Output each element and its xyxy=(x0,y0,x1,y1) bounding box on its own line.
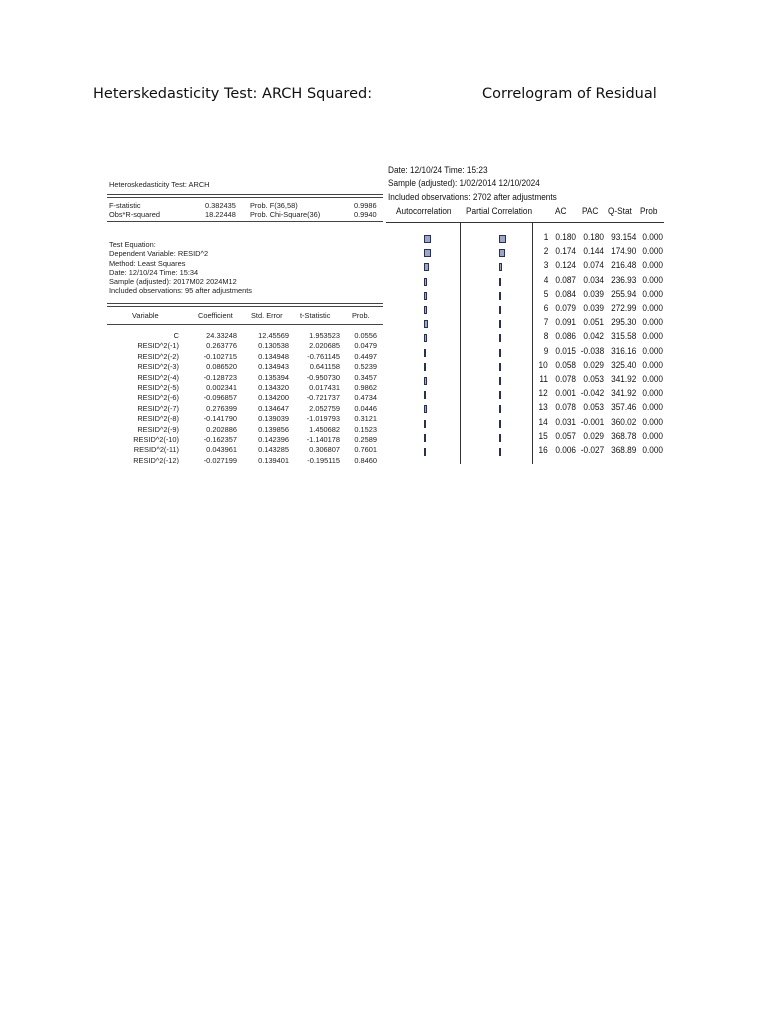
cell-t-statistic: 2.052759 xyxy=(309,403,340,413)
pac-value: 0.180 xyxy=(583,232,604,243)
ac-bar xyxy=(424,278,427,286)
pac-value: 0.074 xyxy=(583,260,604,272)
prob-value: 0.000 xyxy=(642,416,663,428)
pac-value: 0.039 xyxy=(583,303,604,314)
q-stat-value: 368.78 xyxy=(610,430,636,442)
stat-test: Prob. F(36,58) xyxy=(250,201,298,210)
prob-value: 0.000 xyxy=(642,317,663,329)
cell-prob: 0.2589 xyxy=(354,434,377,444)
cell-prob: 0.5239 xyxy=(354,362,377,372)
ac-value: 0.078 xyxy=(555,374,576,385)
ac-value: 0.015 xyxy=(555,345,576,357)
cell-variable: RESID^2(-3) xyxy=(137,362,179,372)
lag-label: 16 xyxy=(538,445,548,456)
equation-line: Sample (adjusted): 2017M02 2024M12 xyxy=(109,277,237,287)
cell-t-statistic: 0.306807 xyxy=(309,445,340,455)
cell-coefficient: 0.263776 xyxy=(206,341,237,351)
table-row xyxy=(107,373,383,383)
q-stat-value: 325.40 xyxy=(610,359,636,371)
ac-value: 0.001 xyxy=(555,388,576,400)
lag-label: 4 xyxy=(543,274,548,286)
table-row xyxy=(107,414,383,424)
col-q-stat: Q-Stat xyxy=(608,206,632,217)
ac-value: 0.006 xyxy=(555,445,576,456)
cell-variable: RESID^2(-12) xyxy=(133,455,179,464)
prob-value: 0.000 xyxy=(642,445,663,456)
pac-bar xyxy=(499,391,501,399)
ac-bar xyxy=(424,320,428,328)
lag-label: 8 xyxy=(543,331,548,343)
ac-bar xyxy=(424,363,426,371)
ac-bar xyxy=(424,263,429,271)
q-stat-value: 272.99 xyxy=(610,303,636,314)
ac-value: 0.086 xyxy=(555,331,576,343)
pac-bar xyxy=(499,434,501,442)
stat-prob: 0.9940 xyxy=(354,210,377,219)
cell-variable: RESID^2(-6) xyxy=(137,393,179,403)
pac-value: 0.053 xyxy=(583,374,604,385)
prob-value: 0.000 xyxy=(642,246,663,258)
lag-label: 5 xyxy=(543,288,548,300)
cell-t-statistic: 2.020685 xyxy=(309,341,340,351)
cell-coefficient: 0.002341 xyxy=(206,382,237,392)
cell-t-statistic: 1.450682 xyxy=(309,424,340,434)
table-row xyxy=(107,352,383,362)
q-stat-value: 357.46 xyxy=(610,402,636,414)
correlogram-row xyxy=(386,331,664,345)
cell-coefficient: -0.102715 xyxy=(203,351,237,361)
ac-bar xyxy=(424,334,427,342)
cell-prob: 0.7601 xyxy=(354,445,377,455)
ac-bar xyxy=(424,377,427,385)
correlogram-row xyxy=(386,431,664,445)
test-equation-info xyxy=(109,240,252,296)
q-stat-value: 216.48 xyxy=(610,260,636,272)
cell-coefficient: 0.202886 xyxy=(206,424,237,434)
prob-value: 0.000 xyxy=(642,303,663,314)
prob-value: 0.000 xyxy=(642,232,663,243)
cell-std-error: 0.139856 xyxy=(258,424,289,434)
cell-coefficient: -0.027199 xyxy=(203,455,237,464)
lag-label: 7 xyxy=(543,317,548,329)
ac-value: 0.091 xyxy=(555,317,576,329)
cell-std-error: 0.134948 xyxy=(258,351,289,361)
col-prob: Prob. xyxy=(352,311,370,320)
cell-prob: 0.0446 xyxy=(354,403,377,413)
table-row xyxy=(107,341,383,351)
correlogram-row xyxy=(386,232,664,246)
ac-value: 0.031 xyxy=(555,416,576,428)
pac-value: 0.051 xyxy=(583,317,604,329)
table-row xyxy=(107,383,383,393)
cell-coefficient: 0.043961 xyxy=(206,445,237,455)
ac-value: 0.124 xyxy=(555,260,576,272)
col-coefficient: Coefficient xyxy=(198,311,233,320)
stat-row-f xyxy=(109,201,381,210)
pac-bar xyxy=(499,235,506,243)
coefficient-header xyxy=(107,311,383,323)
ac-value: 0.180 xyxy=(555,232,576,243)
stat-prob: 0.9986 xyxy=(354,201,377,210)
cell-variable: RESID^2(-7) xyxy=(137,403,179,413)
q-stat-value: 315.58 xyxy=(610,331,636,343)
cell-t-statistic: 1.953523 xyxy=(309,331,340,340)
table-row xyxy=(107,404,383,414)
lag-label: 12 xyxy=(538,388,548,400)
cell-variable: RESID^2(-5) xyxy=(137,382,179,392)
pac-value: -0.027 xyxy=(580,445,604,456)
cell-std-error: 0.142396 xyxy=(258,434,289,444)
pac-bar xyxy=(499,334,501,342)
stat-row-obs xyxy=(109,210,381,219)
cell-t-statistic: 0.017431 xyxy=(309,382,340,392)
cell-prob: 0.9862 xyxy=(354,382,377,392)
stat-value: 0.382435 xyxy=(205,201,236,210)
correlogram-row xyxy=(386,388,664,402)
ac-value: 0.084 xyxy=(555,288,576,300)
pac-value: 0.053 xyxy=(583,402,604,414)
correlogram-heading: Correlogram of Residual xyxy=(482,86,657,102)
q-stat-value: 255.94 xyxy=(610,288,636,300)
lag-label: 9 xyxy=(543,345,548,357)
col-std-error: Std. Error xyxy=(251,311,283,320)
lag-label: 6 xyxy=(543,303,548,314)
divider xyxy=(107,194,383,198)
q-stat-value: 341.92 xyxy=(610,374,636,385)
cell-std-error: 0.139039 xyxy=(258,414,289,424)
cell-std-error: 0.143285 xyxy=(258,445,289,455)
cell-variable: RESID^2(-2) xyxy=(137,351,179,361)
ac-bar xyxy=(424,349,426,357)
col-autocorrelation: Autocorrelation xyxy=(396,206,452,217)
cell-std-error: 0.135394 xyxy=(258,372,289,382)
equation-line: Test Equation: xyxy=(109,240,156,249)
correlogram-row xyxy=(386,360,664,374)
pac-bar xyxy=(499,377,501,385)
pac-value: -0.001 xyxy=(580,416,604,428)
cell-std-error: 12.45569 xyxy=(258,331,289,340)
arch-table-title: Heteroskedasticity Test: ARCH xyxy=(109,180,210,189)
pac-bar xyxy=(499,306,501,314)
divider xyxy=(107,303,383,307)
cell-prob: 0.3121 xyxy=(354,414,377,424)
cell-t-statistic: -0.761145 xyxy=(307,351,340,361)
correlogram-row xyxy=(386,260,664,274)
q-stat-value: 341.92 xyxy=(610,388,636,400)
table-row xyxy=(107,456,383,464)
correlogram-row xyxy=(386,317,664,331)
equation-line: Dependent Variable: RESID^2 xyxy=(109,249,209,259)
cell-prob: 0.1523 xyxy=(354,424,377,434)
cell-t-statistic: -0.950730 xyxy=(306,372,340,382)
prob-value: 0.000 xyxy=(642,388,663,400)
prob-value: 0.000 xyxy=(642,402,663,414)
ac-bar xyxy=(424,448,426,456)
col-ac: AC xyxy=(555,206,567,217)
q-stat-value: 236.93 xyxy=(610,274,636,286)
meta-line: Date: 12/10/24 Time: 15:23 xyxy=(388,165,488,176)
ac-bar xyxy=(424,306,427,314)
pac-value: 0.029 xyxy=(583,359,604,371)
ac-value: 0.079 xyxy=(555,303,576,314)
cell-variable: RESID^2(-4) xyxy=(137,372,179,382)
table-row xyxy=(107,425,383,435)
pac-bar xyxy=(499,363,501,371)
cell-coefficient: -0.096857 xyxy=(203,393,237,403)
cell-variable: RESID^2(-9) xyxy=(137,424,179,434)
arch-test-table xyxy=(107,168,383,464)
q-stat-value: 295.30 xyxy=(610,317,636,329)
cell-variable: RESID^2(-8) xyxy=(137,414,179,424)
coefficient-rows xyxy=(107,331,383,464)
cell-coefficient: 0.276399 xyxy=(206,403,237,413)
ac-value: 0.078 xyxy=(555,402,576,414)
equation-line: Method: Least Squares xyxy=(109,258,186,268)
table-row xyxy=(107,362,383,372)
cell-variable: RESID^2(-11) xyxy=(133,445,179,455)
prob-value: 0.000 xyxy=(642,331,663,343)
ac-bar xyxy=(424,391,426,399)
col-variable: Variable xyxy=(132,311,159,320)
prob-value: 0.000 xyxy=(642,345,663,357)
ac-bar xyxy=(424,420,426,428)
cell-coefficient: -0.141790 xyxy=(203,414,237,424)
stat-test: Prob. Chi-Square(36) xyxy=(250,210,321,219)
cell-std-error: 0.134320 xyxy=(258,382,289,392)
pac-bar xyxy=(499,263,502,271)
lag-label: 14 xyxy=(538,416,548,428)
divider xyxy=(107,324,383,325)
divider xyxy=(386,222,664,223)
col-pac: PAC xyxy=(582,206,599,217)
q-stat-value: 316.16 xyxy=(610,345,636,357)
col-t-statistic: t-Statistic xyxy=(300,311,331,320)
correlogram-table xyxy=(386,162,664,464)
ac-value: 0.174 xyxy=(555,246,576,258)
col-prob: Prob xyxy=(640,206,658,217)
correlogram-meta xyxy=(388,164,557,204)
q-stat-value: 174.90 xyxy=(610,246,636,258)
pac-bar xyxy=(499,292,501,300)
pac-value: 0.029 xyxy=(583,430,604,442)
cell-variable: C xyxy=(173,331,179,340)
pac-bar xyxy=(499,349,501,357)
cell-prob: 0.0556 xyxy=(354,331,377,340)
cell-std-error: 0.134943 xyxy=(258,362,289,372)
equation-line: Included observations: 95 after adjustments xyxy=(109,286,252,296)
cell-coefficient: 0.086520 xyxy=(206,362,237,372)
lag-label: 10 xyxy=(538,359,548,371)
lag-label: 13 xyxy=(538,402,548,414)
pac-bar xyxy=(499,278,501,286)
cell-t-statistic: -1.140178 xyxy=(306,434,340,444)
cell-t-statistic: -0.195115 xyxy=(307,455,340,464)
pac-bar xyxy=(499,320,501,328)
pac-value: 0.039 xyxy=(583,288,604,300)
cell-std-error: 0.139401 xyxy=(258,455,289,464)
correlogram-row xyxy=(386,402,664,416)
cell-coefficient: -0.162357 xyxy=(203,434,237,444)
lag-label: 3 xyxy=(543,260,548,272)
q-stat-value: 360.02 xyxy=(610,416,636,428)
ac-bar xyxy=(424,249,431,257)
q-stat-value: 368.89 xyxy=(610,445,636,456)
meta-line: Sample (adjusted): 1/02/2014 12/10/2024 xyxy=(388,178,540,190)
cell-t-statistic: -1.019793 xyxy=(306,414,340,424)
meta-line: Included observations: 2702 after adjustments xyxy=(388,191,557,203)
prob-value: 0.000 xyxy=(642,359,663,371)
cell-prob: 0.3457 xyxy=(354,372,377,382)
cell-prob: 0.8460 xyxy=(354,455,377,464)
stat-value: 18.22448 xyxy=(205,210,236,219)
q-stat-value: 93.154 xyxy=(610,232,636,243)
cell-std-error: 0.134200 xyxy=(258,393,289,403)
prob-value: 0.000 xyxy=(642,260,663,272)
lag-label: 1 xyxy=(543,232,548,243)
ac-value: 0.087 xyxy=(555,274,576,286)
table-row xyxy=(107,331,383,341)
ac-value: 0.057 xyxy=(555,430,576,442)
lag-label: 15 xyxy=(538,430,548,442)
divider xyxy=(107,221,383,222)
table-row xyxy=(107,393,383,403)
table-row xyxy=(107,435,383,445)
pac-bar xyxy=(499,249,505,257)
cell-coefficient: 24.33248 xyxy=(206,331,237,340)
correlogram-row xyxy=(386,275,664,289)
correlogram-row xyxy=(386,417,664,431)
col-partial-correlation: Partial Correlation xyxy=(466,206,533,217)
cell-t-statistic: -0.721737 xyxy=(306,393,340,403)
correlogram-row xyxy=(386,346,664,360)
cell-prob: 0.4497 xyxy=(354,351,377,361)
pac-value: -0.042 xyxy=(580,388,604,400)
stat-label: Obs*R-squared xyxy=(109,210,160,219)
ac-bar xyxy=(424,434,426,442)
correlogram-row xyxy=(386,374,664,388)
cell-coefficient: -0.128723 xyxy=(203,372,237,382)
cell-variable: RESID^2(-1) xyxy=(137,341,179,351)
cell-t-statistic: 0.641158 xyxy=(309,362,340,372)
pac-value: 0.034 xyxy=(583,274,604,286)
correlogram-row xyxy=(386,303,664,317)
correlogram-row xyxy=(386,289,664,303)
cell-std-error: 0.130538 xyxy=(258,341,289,351)
prob-value: 0.000 xyxy=(642,288,663,300)
prob-value: 0.000 xyxy=(642,374,663,385)
ac-value: 0.058 xyxy=(555,359,576,371)
arch-heading: Heterskedasticity Test: ARCH Squared: xyxy=(93,86,373,102)
pac-bar xyxy=(499,448,501,456)
correlogram-row xyxy=(386,445,664,459)
ac-bar xyxy=(424,292,427,300)
pac-value: 0.042 xyxy=(583,331,604,343)
cell-prob: 0.0479 xyxy=(354,341,377,351)
ac-bar xyxy=(424,405,427,413)
prob-value: 0.000 xyxy=(642,430,663,442)
pac-value: -0.038 xyxy=(580,345,604,357)
table-row xyxy=(107,445,383,455)
lag-label: 2 xyxy=(543,246,548,258)
cell-variable: RESID^2(-10) xyxy=(133,434,179,444)
prob-value: 0.000 xyxy=(642,274,663,286)
pac-bar xyxy=(499,420,501,428)
cell-std-error: 0.134647 xyxy=(258,403,289,413)
equation-line: Date: 12/10/24 Time: 15:34 xyxy=(109,267,199,277)
cell-prob: 0.4734 xyxy=(354,393,377,403)
stat-label: F-statistic xyxy=(109,201,141,210)
correlogram-row xyxy=(386,246,664,260)
pac-value: 0.144 xyxy=(583,246,604,258)
ac-bar xyxy=(424,235,431,243)
lag-label: 11 xyxy=(539,374,548,385)
pac-bar xyxy=(499,405,501,413)
